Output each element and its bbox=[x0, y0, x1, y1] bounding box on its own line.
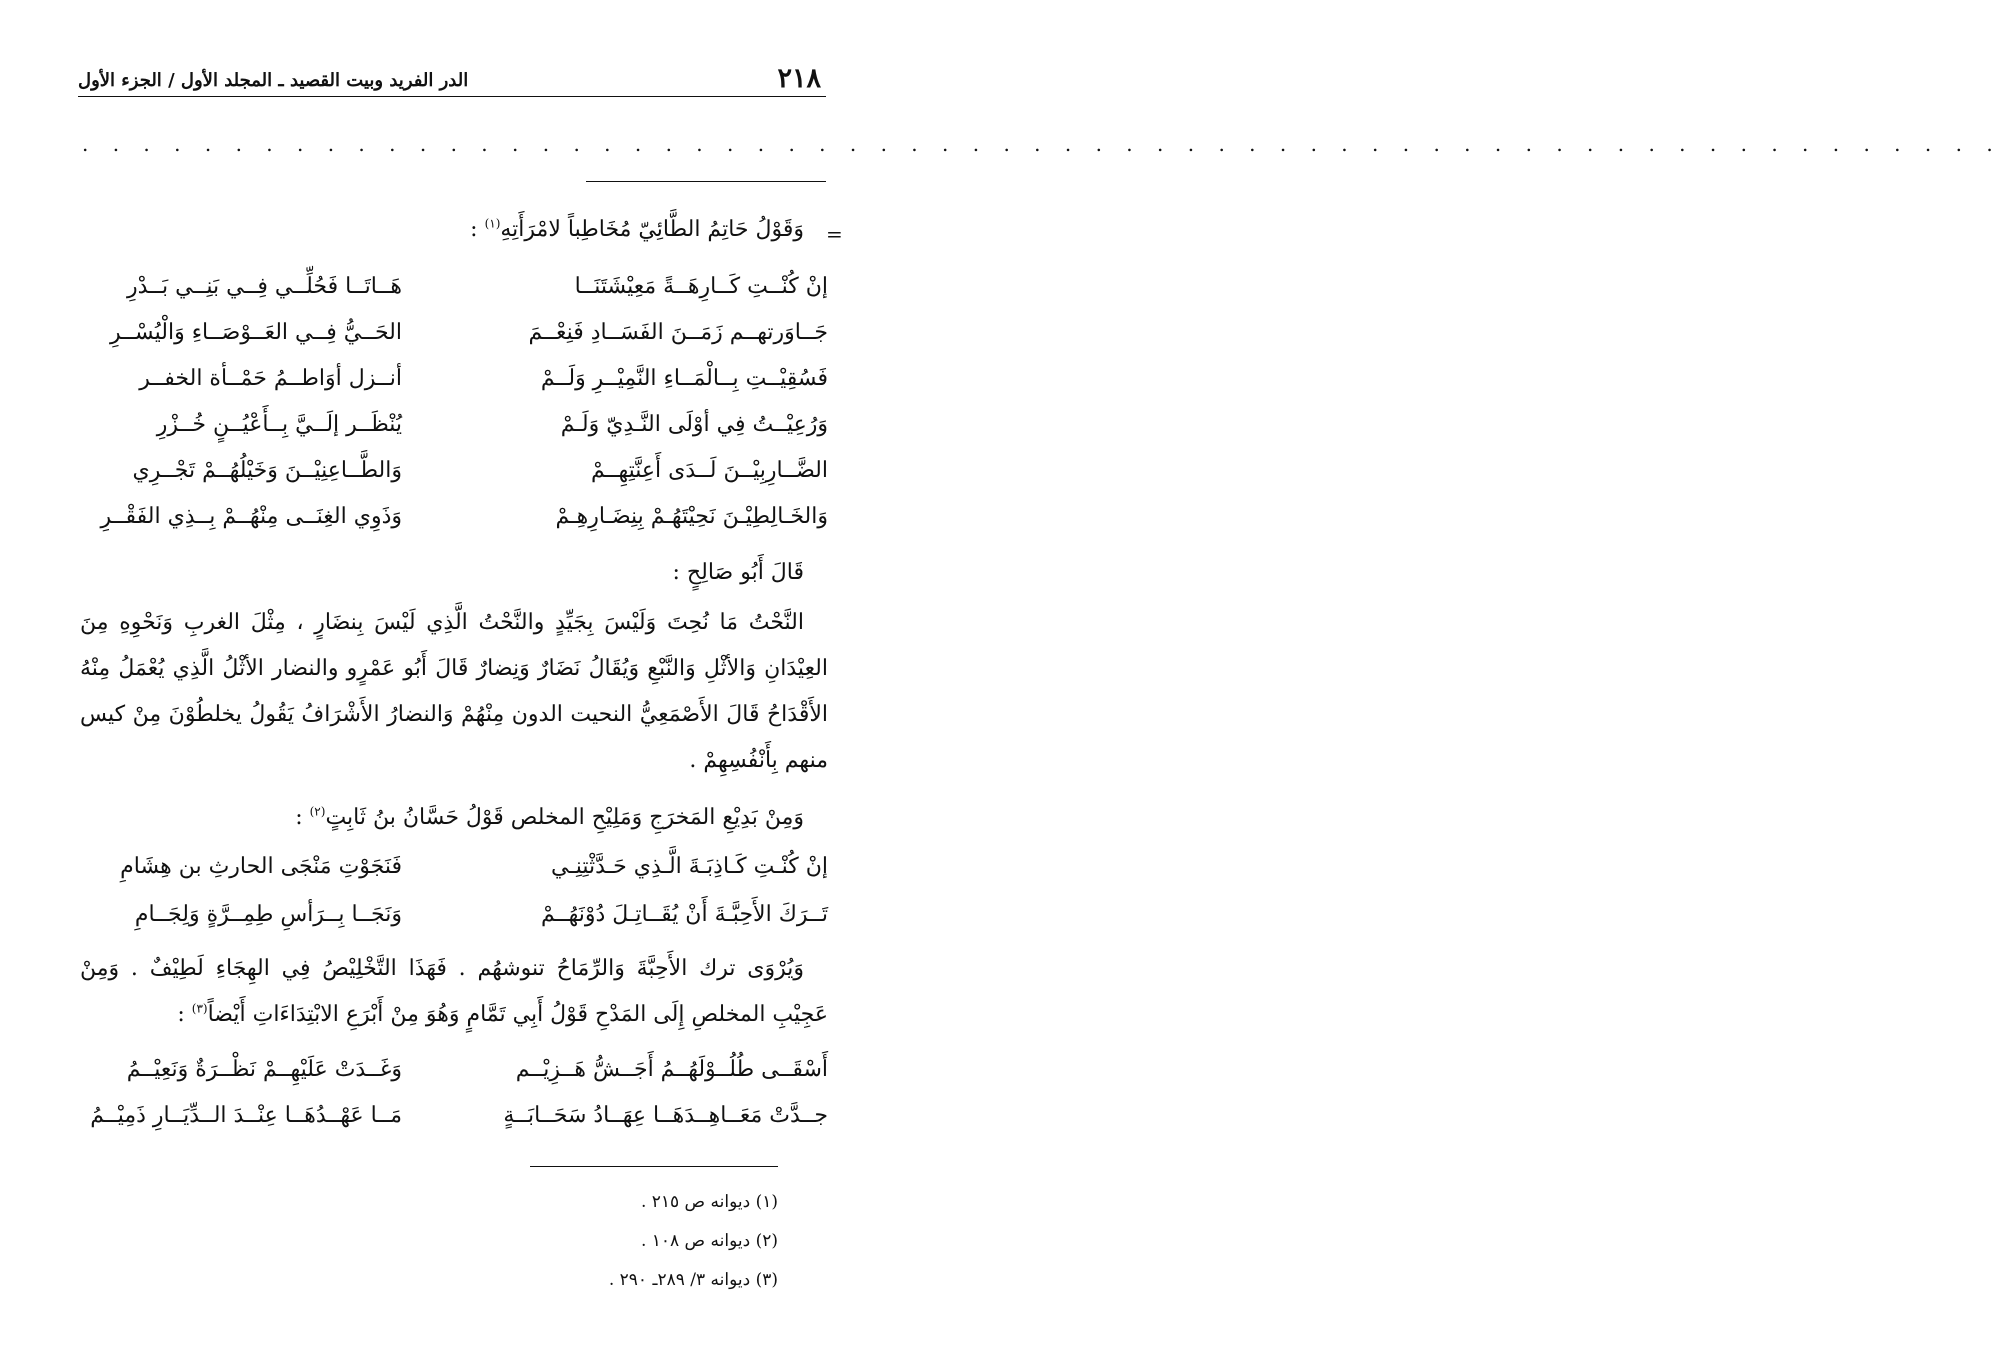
footnote-1: (١) ديوانه ص ٢١٥ . bbox=[640, 1192, 778, 1212]
verse-second-hemistich: الحَــيُّ فِــي العَــوْصَــاءِ وَالْيُسْــرِ bbox=[109, 319, 402, 345]
section-rule bbox=[586, 181, 826, 182]
verse-second-hemistich: يُنْظَــر إلَــيَّ بِــأَعْيُــنٍ خُــزْرِ bbox=[156, 411, 402, 437]
poem1-verse bbox=[92, 263, 828, 309]
commentary-text: وَيُرْوَى ترك الأَحِبَّةَ وَالرِّمَاحُ تنوشهُم . فَهَذَا التَّخْلِيْصُ فِي الهِجَاءِ لَطِيْفٌ . وَمِنْ عَجِيْبِ المخلصِ إِلَى المَدْحِ قَوْلُ أَبِي تَمَّامٍ وَهُوَ مِنْ أَبْرَعِ الابْتِدَاءَاتِ أَيْضاً bbox=[80, 956, 828, 1027]
commentary-paragraph bbox=[80, 946, 828, 1038]
poem1-verse bbox=[92, 355, 828, 401]
page-header bbox=[78, 58, 821, 94]
verse-first-hemistich: الضَّــارِبِيْــنَ لَــدَى أَعِنَّتِهِــمْ bbox=[590, 457, 828, 483]
continuation-mark: = bbox=[826, 222, 843, 246]
poem1-intro-tail: : bbox=[470, 217, 485, 242]
verse-second-hemistich: وَالطَّــاعِنِيْــنَ وَخَيْلُهُــمْ تَجْــرِي bbox=[132, 457, 402, 483]
poem1-verse bbox=[92, 493, 828, 539]
poem2-intro bbox=[80, 795, 828, 841]
footnote-rule bbox=[530, 1166, 778, 1167]
poem2-intro-tail: : bbox=[295, 805, 310, 830]
verse-first-hemistich: فَسُقِيْــتِ بِــالْمَــاءِ النَّمِيْــرِ وَلَــمْ bbox=[540, 365, 828, 391]
verse-second-hemistich: فَنَجَوْتِ مَنْجَى الحارثِ بن هِشَامِ bbox=[120, 853, 402, 879]
poem1-verse bbox=[92, 447, 828, 493]
verse-second-hemistich: وَغَــدَتْ عَلَيْهِــمْ نَظْــرَةٌ وَنَعِيْــمُ bbox=[126, 1056, 402, 1082]
verse-first-hemistich: جَــاوَرتهــم زَمَــنَ الفَسَــادِ فَنِعْــمَ bbox=[528, 319, 828, 345]
footnote-2: (٢) ديوانه ص ١٠٨ . bbox=[640, 1231, 778, 1251]
footnote-ref-2[interactable]: (٢) bbox=[309, 804, 326, 819]
verse-first-hemistich: أَسْقَــى طُلُــوْلَهُــمُ أَجَــشُّ هَــزِيْــم bbox=[515, 1056, 828, 1082]
poem1-intro-text: وَقَوْلُ حَاتِمُ الطَّائِيّ مُخَاطِباً لامْرَأَتِهِ bbox=[500, 217, 804, 242]
verse-first-hemistich: وَرُعِيْــتُ فِي أوْلَى النَّـدِيّ وَلَـمْ bbox=[560, 411, 828, 437]
poem3-verse bbox=[92, 1046, 828, 1092]
verse-first-hemistich: جــدَّتْ مَعَــاهِــدَهَــا عِهَــادُ سَحَــابَــةٍ bbox=[503, 1102, 828, 1128]
footnote-ref-3[interactable]: (٣) bbox=[191, 1001, 208, 1016]
verse-second-hemistich: أنــزل أوَاطــمُ حَمْــأة الخفــر bbox=[139, 365, 402, 391]
verse-second-hemistich: مَــا عَهْــدُهَــا عِنْــدَ الــدِّيَــارِ ذَمِيْــمُ bbox=[90, 1102, 402, 1128]
header-rule bbox=[78, 96, 826, 97]
verse-second-hemistich: هَــاتَــا فَحُلِّــي فِــي بَنِــي بَــدْرِ bbox=[126, 273, 402, 299]
commentary-tail: : bbox=[177, 1002, 192, 1027]
separator-dots: . . . . . . . . . . . . . . . . . . . . . . . . . . . . . . . . . . . . . . . . . . . . . . . . . . . . . . . . . . . . . . . bbox=[82, 132, 2002, 156]
poem1-verse bbox=[92, 401, 828, 447]
verse-first-hemistich: إنْ كُنْــتِ كَــارِهَــةً مَعِيْشَتَنَــا bbox=[574, 273, 828, 299]
footnote-ref-1[interactable]: (١) bbox=[484, 216, 501, 231]
poem1-intro bbox=[80, 207, 828, 253]
poem2-verse bbox=[92, 891, 828, 937]
poem2-intro-text: وَمِنْ بَدِيْعِ المَخرَجِ وَمَلِيْحِ المخلص قَوْلُ حَسَّانُ بنُ ثَابِتٍ bbox=[325, 805, 804, 830]
verse-first-hemistich: تَــرَكَ الأَحِبَّـةَ أَنْ يُقَــاتِـلَ دُوْنَهُــمْ bbox=[541, 901, 828, 927]
verse-second-hemistich: وَنَجَــا بِــرَأسِ طِمِــرَّةٍ وَلِجَــامِ bbox=[134, 901, 402, 927]
explanation-paragraph: النَّحْتُ مَا نُحِتَ وَلَيْسَ بِجَيِّدٍ والنَّحْتُ الَّذِي لَيْسَ بِنضَارٍ ، مِثْلَ الغربِ وَنَحْوِهِ مِنَ العِيْدَانِ وَالأثْلِ وَالنَّبْعِ وَيُقَالُ نَضَارٌ وَنِضارٌ قَالَ أَبُو عَمْرٍو والنضار الأثْلُ الَّذِي يُعْمَلُ مِنْهُ الأَقْدَاحُ قَالَ الأَصْمَعِيُّ النحيت الدون مِنْهُمْ وَالنضارُ الأَشْرَافُ يَقُولُ يخلطُوْنَ مِنْ كيس منهم بِأَنْفُسِهِمْ . bbox=[80, 610, 828, 773]
verse-second-hemistich: وَذَوِي الغِنَــى مِنْهُــمْ بِــذِي الفَقْــرِ bbox=[100, 503, 402, 529]
speaker-line: قَالَ أَبُو صَالِحٍ : bbox=[672, 560, 804, 585]
running-title: الدر الفريد وبيت القصيد ـ المجلد الأول / الجزء الأول bbox=[78, 70, 469, 91]
poem3-verse bbox=[92, 1092, 828, 1138]
verse-first-hemistich: وَالخَـالِطِيْـنَ نَحِيْتَهُـمْ بِنِضَـارِهِـمْ bbox=[555, 503, 828, 529]
poem1-verse bbox=[92, 309, 828, 355]
verse-first-hemistich: إنْ كُنْـتِ كَـاذِبَـةَ الَّـذِي حَـدَّثْتِنِـي bbox=[551, 853, 828, 879]
footnote-3: (٣) ديوانه ٣/ ٢٨٩ـ ٢٩٠ . bbox=[608, 1270, 778, 1290]
poem2-verse bbox=[92, 843, 828, 889]
page-number: ٢١٨ bbox=[777, 63, 821, 94]
